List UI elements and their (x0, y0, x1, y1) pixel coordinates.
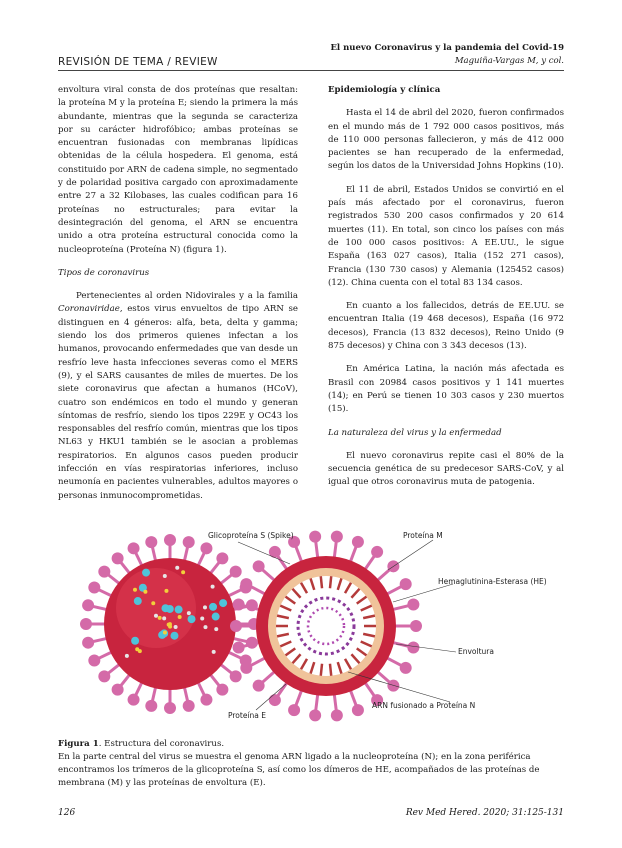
caption-text: En la parte central del virus se muestra el genoma ARN ligado a la nucleoproteína (N); en la zona periférica encontramos los trímeros de la glicoproteína S, así como los dímeros de HE, acompañados de las proteínas de membrana (M) y las proteínas de envoltura (E). (58, 752, 540, 788)
running-title-text: El nuevo Coronavirus y la pandemia del Covid-19 (330, 43, 564, 53)
section-heading: Tipos de coronavirus (58, 267, 150, 278)
section-header: REVISIÓN DE TEMA / REVIEW (58, 56, 218, 68)
paragraph: El 11 de abril, Estados Unidos se convirtió en el país más afectado por el coronavirus, fueron registrados 530 200 casos confirmados y 20 614 muertes (11). En total, son cinco los países con más de 100 000 casos positivos: A EE.UU., le sigue España (163 027 casos), Italia (152 271 casos), Francia (130 730 casos) y Alemania (125452 casos) (12). China cuenta con el total 83 134 casos. (328, 184, 564, 288)
label-spike: Glicoproteína S (Spike) (208, 531, 294, 540)
right-column (328, 84, 564, 500)
coronavirus-figure (58, 522, 564, 722)
page-number: 126 (58, 808, 76, 818)
left-column (58, 84, 298, 513)
journal-citation: Rev Med Hered. 2020; 31:125-131 (405, 808, 564, 818)
core (276, 576, 376, 676)
label-envelope: Envoltura (458, 647, 494, 656)
running-authors: Maguiña-Vargas M, y col. (454, 56, 564, 66)
section-heading: Epidemiología y clínica (328, 85, 441, 95)
paragraph: Hasta el 14 de abril del 2020, fueron confirmados en el mundo más de 1 792 000 casos positivos, más de 110 000 personas fallecieron, y más de 412 000 pacientes se han recuperado de la enfermedad, según los datos de la Universidad Johns Hopkins (10). (328, 108, 564, 172)
text-run: Pertenecientes al orden Nidovirales y a la familia (76, 291, 298, 302)
paragraph: En América Latina, la nación más afectada es Brasil con 20984 casos positivos y 1 141 muertes (14); en Perú se tienen 10 303 casos y 230 muertos (15). (328, 364, 564, 415)
section-heading: La naturaleza del virus y la enfermedad (328, 427, 502, 438)
label-he: Hemaglutinina-Esterasa (HE) (438, 577, 547, 586)
label-protein-e: Proteína E (228, 711, 267, 720)
virus-cross-section (230, 531, 422, 722)
italic-term: Coronaviridae (58, 304, 120, 315)
running-title (330, 42, 564, 68)
paragraph: En cuanto a los fallecidos, detrás de EE.UU. se encuentran Italia (19 468 decesos), España (16 972 decesos), Francia (13 832 decesos), Reino Unido (9 875 decesos) y China con 3 343 decesos (13). (328, 301, 564, 352)
header-rule (58, 70, 564, 71)
caption-label: Figura 1 (58, 739, 99, 749)
paragraph (58, 290, 298, 503)
paragraph: El nuevo coronavirus repite casi el 80% de la secuencia genética de su predecesor SARS-CoV, y al igual que otros coronavirus muta de patogenia. (328, 450, 564, 488)
text-run: , estos virus envueltos de tipo ARN se distinguen en 4 géneros: alfa, beta, delta y gamma; siendo los dos primeros quienes infectan a los humanos, provocando enfermedades que van desde un resfrío leve hasta infecciones severas como el MERS (9), y el SARS causantes de miles de muertes. De los siete coronavirus que afectan a humanos (HCoV), cuatro son endémicos en todo el mundo y generan síntomas de resfrío, siendo los tipos 229E y OC43 los responsables del resfrío común, mientras que los tipos NL63 y HKU1 también se le asocian a problemas respiratorios. En algunos casos pueden producir infección en vías respiratorias inferiores, incluso neumonía en pacientes vulnerables, adultos mayores o personas inmunocomprometidas. (58, 304, 298, 501)
coronavirus-illustration (58, 522, 564, 722)
paragraph: envoltura viral consta de dos proteínas que resaltan: la proteína M y la proteína E; siendo la primera la más abundante, mientras que la segunda se caracteriza por su carácter hidrofóbico; ambas proteínas se encuentran fusionadas con membranas lipídicas obtenidas de la célula hospedera. El genoma, está constituido por ARN de cadena simple, no segmentado y de polaridad positiva cargado con aproximadamente entre 27 a 32 Kilobases, las cuales codifican para 16 proteínas no estructurales; para evitar la desintegración del genoma, el ARN se encuentra unido a otra proteína estructural conocida como la nucleoproteína (Proteína N) (figura 1). (58, 85, 298, 255)
label-protein-m: Proteína M (403, 531, 443, 540)
caption-title: . Estructura del coronavirus. (98, 739, 225, 749)
figure-caption (58, 738, 564, 790)
label-arn: ARN fusionado a Proteína N (372, 701, 476, 710)
